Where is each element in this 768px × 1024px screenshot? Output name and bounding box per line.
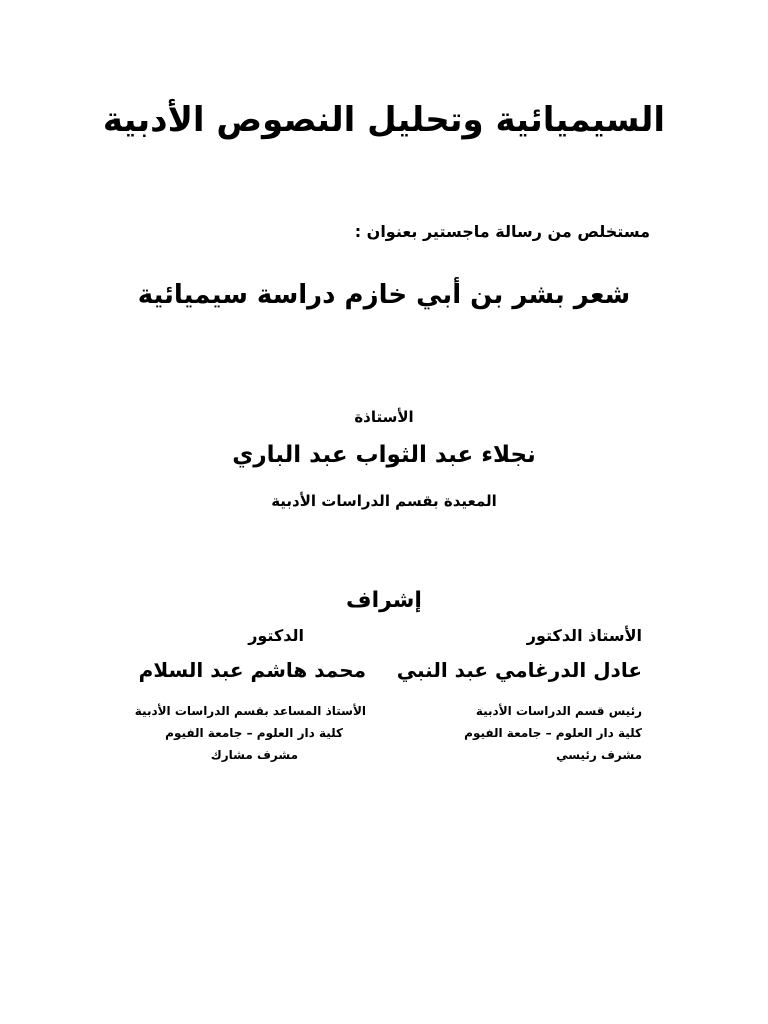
researcher-name: نجلاء عبد الثواب عبد الباري bbox=[232, 442, 536, 468]
co-supervisor-title: الدكتور bbox=[248, 626, 304, 645]
thesis-title: شعر بشر بن أبي خازم دراسة سيميائية bbox=[137, 280, 631, 310]
extract-intro: مستخلص من رسالة ماجستير بعنوان : bbox=[354, 222, 650, 241]
researcher-position: المعيدة بقسم الدراسات الأدبية bbox=[271, 492, 497, 510]
co-supervisor-name: محمد هاشم عبد السلام bbox=[138, 658, 366, 682]
main-supervisor-role: مشرف رئيسي bbox=[556, 748, 642, 762]
co-supervisor-position: الأستاذ المساعد بقسم الدراسات الأدبية bbox=[134, 704, 366, 718]
main-title: السيميائية وتحليل النصوص الأدبية bbox=[102, 100, 666, 140]
main-supervisor-title: الأستاذ الدكتور bbox=[526, 626, 642, 645]
main-supervisor-name: عادل الدرغامي عبد النبي bbox=[396, 658, 642, 682]
researcher-rank: الأستاذة bbox=[354, 408, 414, 426]
main-supervisor-affiliation: كلية دار العلوم – جامعة الفيوم bbox=[464, 726, 642, 740]
co-supervisor-role: مشرف مشارك bbox=[210, 748, 298, 762]
supervision-heading: إشراف bbox=[346, 588, 422, 613]
co-supervisor-affiliation: كلية دار العلوم – جامعة الفيوم bbox=[165, 726, 343, 740]
main-supervisor-position: رئيس قسم الدراسات الأدبية bbox=[475, 704, 642, 718]
